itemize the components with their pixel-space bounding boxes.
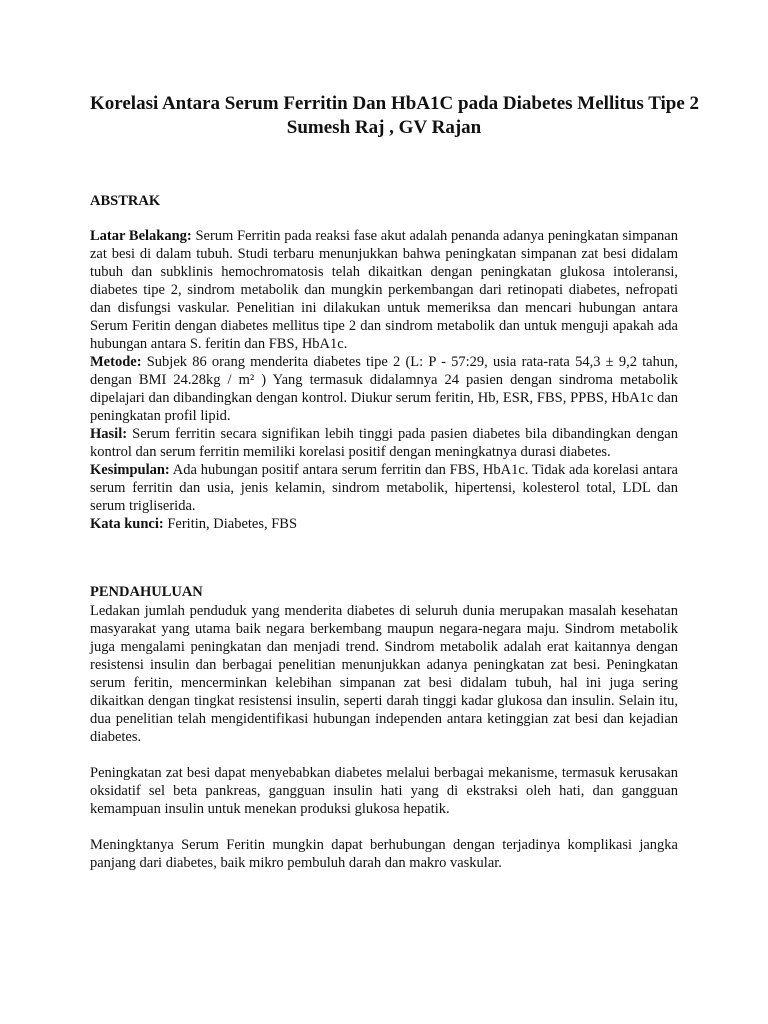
paragraph-gap xyxy=(90,818,678,836)
paper-authors: Sumesh Raj , GV Rajan xyxy=(286,117,482,138)
abstract-background xyxy=(90,227,678,353)
background-text: Serum Ferritin pada reaksi fase akut adalah penanda adanya peningkatan simpanan zat besi di dalam tubuh. Studi terbaru menunjukkan bahwa peningkatan simpanan zat besi didalam tubuh dan subklinis hemochromatosis telah dikaitkan dengan peningkatan glukosa intoleransi, diabetes tipe 2, sindrom metabolik dan mungkin perkembangan dari retinopati diabetes, nefropati dan disfungsi vaskular. Penelitian ini dilakukan untuk memeriksa dan mencari hubungan antara Serum Feritin dengan diabetes mellitus tipe 2 dan sindrom metabolik dan untuk menguji apakah ada hubungan antara S. feritin dan FBS, HbA1c. xyxy=(90,228,678,352)
abstract-methods xyxy=(90,353,678,425)
abstract-keywords xyxy=(90,515,678,533)
results-text: Serum ferritin secara signifikan lebih tinggi pada pasien diabetes bila dibandingkan dengan kontrol dan serum ferritin memiliki korelasi positif dengan meningkatnya durasi diabetes. xyxy=(90,426,678,460)
paper-title: Korelasi Antara Serum Ferritin Dan HbA1C pada Diabetes Mellitus Tipe 2 xyxy=(90,93,700,114)
background-label: Latar Belakang: xyxy=(90,228,192,244)
intro-paragraph-1: Ledakan jumlah penduduk yang menderita diabetes di seluruh dunia merupakan masalah kesehatan masyarakat yang utama baik negara berkembang maupun negara-negara maju. Sindrom metabolik juga mengalami peningkatan dan menjadi trend. Sindrom metabolik adalah erat kaitannya dengan resistensi insulin dan berbagai penelitian menunjukkan adanya peningkatan zat besi. Peningkatan serum feritin, mencerminkan kelebihan simpanan zat besi didalam tubuh, hal ini juga sering dikaitkan dengan tingkat resistensi insulin, seperti darah tinggi kadar glukosa dan insulin. Selain itu, dua penelitian telah mengidentifikasi hubungan independen antara ketinggian zat besi dan kejadian diabetes. xyxy=(90,603,678,745)
conclusion-label: Kesimpulan: xyxy=(90,462,170,478)
paper-title-block xyxy=(90,92,700,140)
keywords-text: Feritin, Diabetes, FBS xyxy=(163,516,298,532)
methods-text: Subjek 86 orang menderita diabetes tipe 2 (L: P - 57:29, usia rata-rata 54,3 ± 9,2 tahun, dengan BMI 24.28kg / m² ) Yang termasuk didalamnya 24 pasien dengan sindroma metabolik dipelajari dan dibandingkan dengan kontrol. Diukur serum feritin, Hb, ESR, FBS, PPBS, HbA1c dan peningkatan profil lipid. xyxy=(90,354,678,424)
methods-label: Metode: xyxy=(90,354,142,370)
abstract-conclusion xyxy=(90,461,678,515)
introduction-body xyxy=(90,602,678,872)
introduction-heading: PENDAHULUAN xyxy=(90,584,203,600)
abstract-heading: ABSTRAK xyxy=(90,193,161,209)
keywords-label: Kata kunci: xyxy=(90,516,164,532)
intro-paragraph-3: Meningktanya Serum Feritin mungkin dapat berhubungan dengan terjadinya komplikasi jangka panjang dari diabetes, baik mikro pembuluh darah dan makro vaskular. xyxy=(90,837,678,871)
intro-paragraph-2: Peningkatan zat besi dapat menyebabkan diabetes melalui berbagai mekanisme, termasuk kerusakan oksidatif sel beta pankreas, gangguan insulin hati yang di ekstraksi oleh hati, dan gangguan kemampuan insulin untuk menekan produksi glukosa hepatik. xyxy=(90,765,678,817)
abstract-results xyxy=(90,425,678,461)
results-label: Hasil: xyxy=(90,426,128,442)
paragraph-gap xyxy=(90,746,678,764)
abstract-body xyxy=(90,227,678,533)
conclusion-text: Ada hubungan positif antara serum ferritin dan FBS, HbA1c. Tidak ada korelasi antara serum ferritin dan usia, jenis kelamin, sindrom metabolik, hipertensi, kolesterol total, LDL dan serum trigliserida. xyxy=(90,462,678,514)
